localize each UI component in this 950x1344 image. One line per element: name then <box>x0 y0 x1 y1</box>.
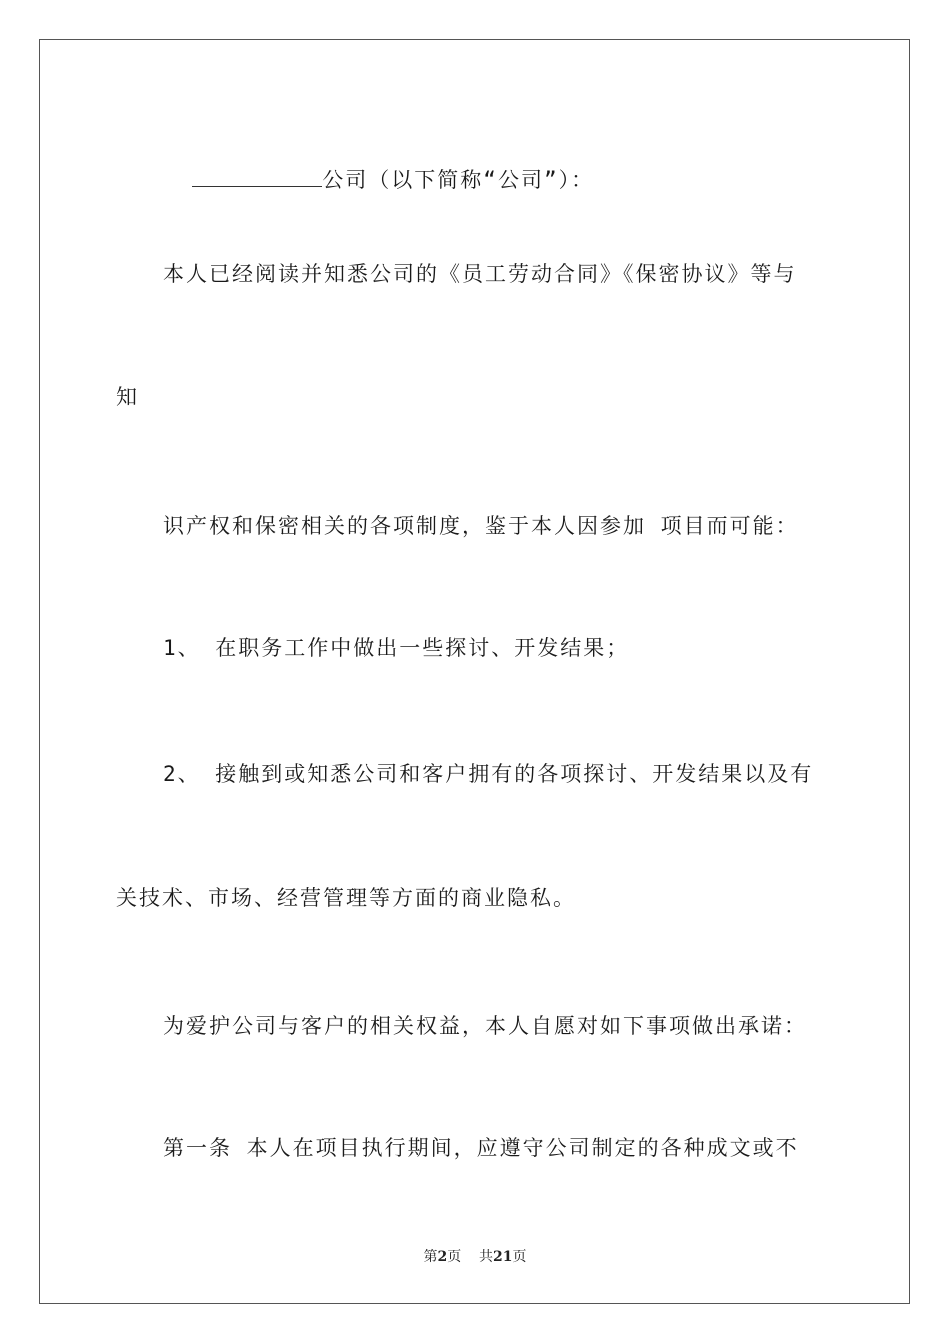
paragraph-line-2: 知 <box>116 385 139 409</box>
page-border <box>39 39 910 1304</box>
total-pages: 21 <box>493 1249 513 1265</box>
page-suffix: 页 <box>447 1249 462 1265</box>
article-one-line: 第一条 本人在项目执行期间，应遵守公司制定的各种成文或不 <box>163 1136 799 1160</box>
list-item-1: 1、 在职务工作中做出一些探讨、开发结果； <box>163 636 630 660</box>
page-footer <box>0 1246 950 1266</box>
total-prefix: 共 <box>479 1249 494 1265</box>
company-name-blank <box>192 166 322 187</box>
salutation-line <box>163 138 594 194</box>
page-number: 2 <box>437 1249 448 1265</box>
salutation-text: 公司（以下简称“公司”）： <box>322 168 595 192</box>
total-suffix: 页 <box>512 1249 527 1265</box>
list-item-2: 2、 接触到或知悉公司和客户拥有的各项探讨、开发结果以及有 <box>163 762 814 786</box>
paragraph-line-3: 识产权和保密相关的各项制度，鉴于本人因参加 项目而可能： <box>163 514 799 538</box>
list-item-2-continuation: 关技术、市场、经营管理等方面的商业隐私。 <box>116 886 576 910</box>
paragraph-line-commitment: 为爱护公司与客户的相关权益，本人自愿对如下事项做出承诺： <box>163 1014 807 1038</box>
page-prefix: 第 <box>423 1249 438 1265</box>
paragraph-line-1: 本人已经阅读并知悉公司的《员工劳动合同》《保密协议》等与 <box>163 262 797 286</box>
